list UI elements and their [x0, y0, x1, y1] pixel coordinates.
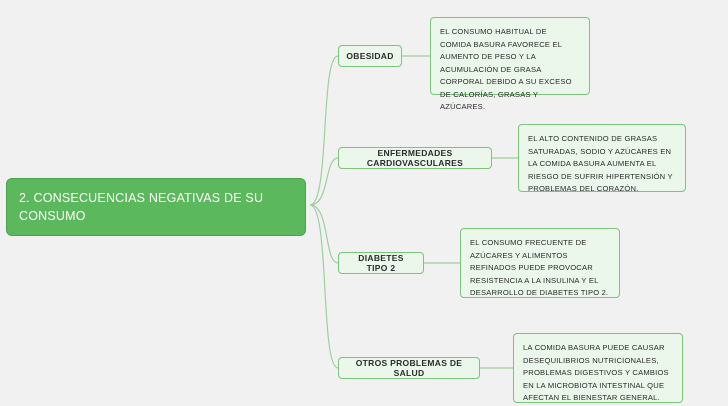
branch-node-enfermedades-cardiovasculares[interactable] [338, 147, 492, 169]
branch-node-label: DIABETES TIPO 2 [358, 253, 404, 273]
branch-node-label: ENFERMEDADES CARDIOVASCULARES [366, 148, 464, 168]
note-node-text: EL CONSUMO FRECUENTE DE AZÚCARES Y ALIMENTOS REFINADOS PUEDE PROVOCAR RESISTENCIA A LA INSULINA Y EL DESARROLLO DE DIABETES TIPO 2. [470, 238, 609, 298]
note-node-text: EL ALTO CONTENIDO DE GRASAS SATURADAS, SODIO Y AZÚCARES EN LA COMIDA BASURA AUMENTA EL RIESGO DE SUFRIR HIPERTENSIÓN Y PROBLEMAS DEL CORAZÓN. [528, 134, 673, 194]
note-node-text: EL CONSUMO HABITUAL DE COMIDA BASURA FAVORECE EL AUMENTO DE PESO Y LA ACUMULACIÓN DE GRASA CORPORAL DEBIDO A SU EXCESO DE CALORÍAS, GRASAS Y AZÚCARES. [440, 27, 572, 112]
root-node[interactable] [6, 178, 306, 236]
note-node-otros-problemas-de-salud[interactable] [513, 333, 683, 403]
branch-node-label: OTROS PROBLEMAS DE SALUD [355, 358, 463, 378]
note-node-diabetes-tipo-2[interactable] [460, 228, 620, 298]
branch-node-obesidad[interactable] [338, 45, 402, 67]
branch-node-diabetes-tipo-2[interactable] [338, 252, 424, 274]
root-node-label: 2. CONSECUENCIAS NEGATIVAS DE SU CONSUMO [19, 191, 264, 224]
branch-node-label: OBESIDAD [346, 51, 394, 61]
note-node-text: LA COMIDA BASURA PUEDE CAUSAR DESEQUILIBRIOS NUTRICIONALES, PROBLEMAS DIGESTIVOS Y CAMBIOS EN LA MICROBIOTA INTESTINAL QUE AFECTAN EL BIENESTAR GENERAL. [523, 343, 669, 403]
note-node-obesidad[interactable] [430, 17, 590, 112]
note-node-enfermedades-cardiovasculares[interactable] [518, 124, 686, 192]
branch-node-otros-problemas-de-salud[interactable] [338, 357, 480, 379]
